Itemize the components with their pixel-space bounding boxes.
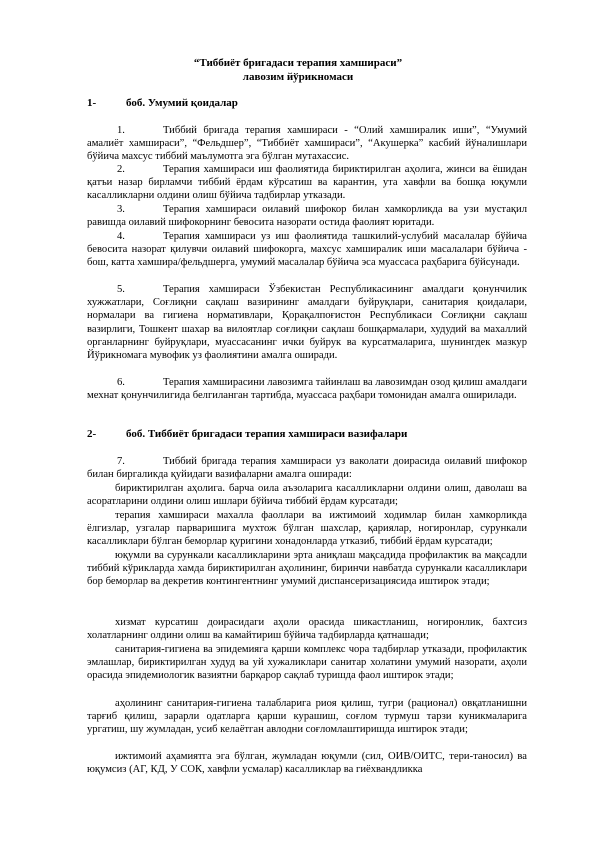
section-number: 1- [87,97,97,109]
paragraph-text: Тиббий бригада терапия хамшираси уз ваколати доирасида оилавий шифокор билан биргаликда қуйидаги вазифаларни амалга оширади: [87,456,527,481]
duty-item: санитария-гигиена ва эпидемияга қарши комплекс чора тадбирлар утказади, профилактик эмлашлар, бириктирилган худуд ва уй хужаликлари санитар холатини умумий назорати, аҳоли орасида эпидемиологик вазиятни барқарор сақлаб туришда фаол иштирок этади; [87,644,527,682]
document-title-line1: “Тиббиёт бригадаси терапия хамшираси” [193,57,403,69]
paragraph-text: Терапия хамшираси уз иш фаолиятида ташкилий-услубий масалалар бўйича бевосита назорат қилувчи оилавий шифокорга, махсус хамширалик иши масалалари бўйича - бош, катта хамшира/фельдшерга, умумий масалалар бўйича эса муассаса раҳбарига бўйсунади. [87,231,527,269]
paragraph-number: 2. [117,164,125,175]
paragraph-number: 5. [117,284,125,295]
paragraph-number: 6. [117,377,125,388]
paragraph-text: Терапия хамшираси Ўзбекистан Республикасининг амалдаги қонунчилик хужжатлари, Соғлиқни сақлаш вазирининг амалдаги буйруқлари, санитария қоидалари, нормалари ва гигиена нормативлари, Қорақалпоғистон Республикаси Соғлиқни сақлаш вазирлиги, Тошкент шахар ва вилоятлар соғлиқни сақлаш бошқармалари, худудий ва махаллий органларнинг буйруқлари, муассасанинг ички буйрук ва курсатмаларига, шунингдек мазкур Йўрикномага мувофик уз фаолиятини амалга оширади. [87,284,527,362]
paragraph-1 [87,124,527,164]
section-number: 2- [87,428,97,440]
document-title-line2: лавозим йўрикномаси [242,71,354,83]
paragraph-3 [87,203,527,229]
section-heading-1 [87,97,527,110]
duty-item: бириктирилган аҳолига. барча оила аъзоларига касалликларни олдини олиш, даволаш ва асоратларини олдини олиш ишлари бўйича тиббий ёрдам курсатади; [87,483,527,508]
duty-item: терапия хамшираси махалла фаоллари ва ижтимоий ходимлар билан хамкорликда ёлгизлар, узгалар парваришига мухтож бўлган шахслар, қариялар, ногиронлар, сурункали касалликлари бўлган беморлар қуригини хонадонларда утказиб, тиббий ёрдам курсатади; [87,510,527,548]
paragraph-number: 3. [117,204,125,215]
paragraph-5 [87,283,527,362]
section-title: боб. Тиббиёт бригадаси терапия хамшираси вазифалари [126,428,408,440]
paragraph-2 [87,163,527,203]
section-heading-2 [87,428,527,441]
paragraph-number: 7. [117,456,125,467]
paragraph-text: Терапия хамшираси иш фаолиятида бириктирилган аҳолига, жинси ва ёшидан қатъи назар бирламчи тиббий ёрдам кўрсатиш ва карантин, ута хавфли ва бошқа юқумли касалликларни олдини олиш бўйича тадбирлар утказади. [87,164,527,202]
paragraph-number: 4. [117,231,125,242]
paragraph-number: 1. [117,125,125,136]
duty-item: юқумли ва сурункали касалликларини эрта аниқлаш мақсадида профилактик ва мақсадли тиббий кўрикларда хамда бириктирилган аҳолининг, биринчи навбатда сурункали касалликлари бор беморлар ва декретив контингентнинг умумий диспансеризациясида иштирок этади; [87,550,527,588]
paragraph-text: Терапия хамшираси оилавий шифокор билан хамкорликда ва узи мустақил равишда оилавий шифокорнинг бевосита назорати остида фаолият юритади. [87,204,527,229]
paragraph-text: Терапия хамширасини лавозимга тайинлаш ва лавозимдан озод қилиш амалдаги мехнат қонунчилигида белгиланган тартибда, муассаса раҳбари томонидан амалга оширилади. [87,377,527,402]
paragraph-text: Тиббий бригада терапия хамшираси - “Олий хамширалик иши”, “Умумий амалиёт хамшираси”, “Фельдшер”, “Тиббиёт хамшираси”, “Акушерка” касбий йўналишлари бўйича махсус тиббий маълумотга эга бўлган мутахассис. [87,125,527,163]
paragraph-4 [87,230,527,270]
section-title: боб. Умумий қоидалар [126,97,238,109]
duty-item: хизмат курсатиш доирасидаги аҳоли орасида шикастланиш, ногиронлик, бахтсиз холатларнинг олдини олиш ва камайтириш бўйича тадбирларда қатнашади; [87,617,527,642]
duty-item: ижтимоий аҳамиятга эга бўлган, жумладан юқумли (сил, ОИВ/ОИТС, тери-таносил) ва юқумсиз (АГ, КД, У СОК, хавфли усмалар) касалликлар ва гиёхвандликка [87,751,527,776]
duty-item: аҳолининг санитария-гигиена талабларига риоя қилиш, тугри (рационал) овқатланишни тарғиб қилиш, зарарли одатларга қарши курашиш, соғлом турмуш тарзи куникмаларига ургатиш, шу жумладан, усиб келаётган авлодни соғломлаштиришда иштирок этади; [87,698,527,736]
paragraph-7 [87,455,527,481]
paragraph-6 [87,376,527,402]
